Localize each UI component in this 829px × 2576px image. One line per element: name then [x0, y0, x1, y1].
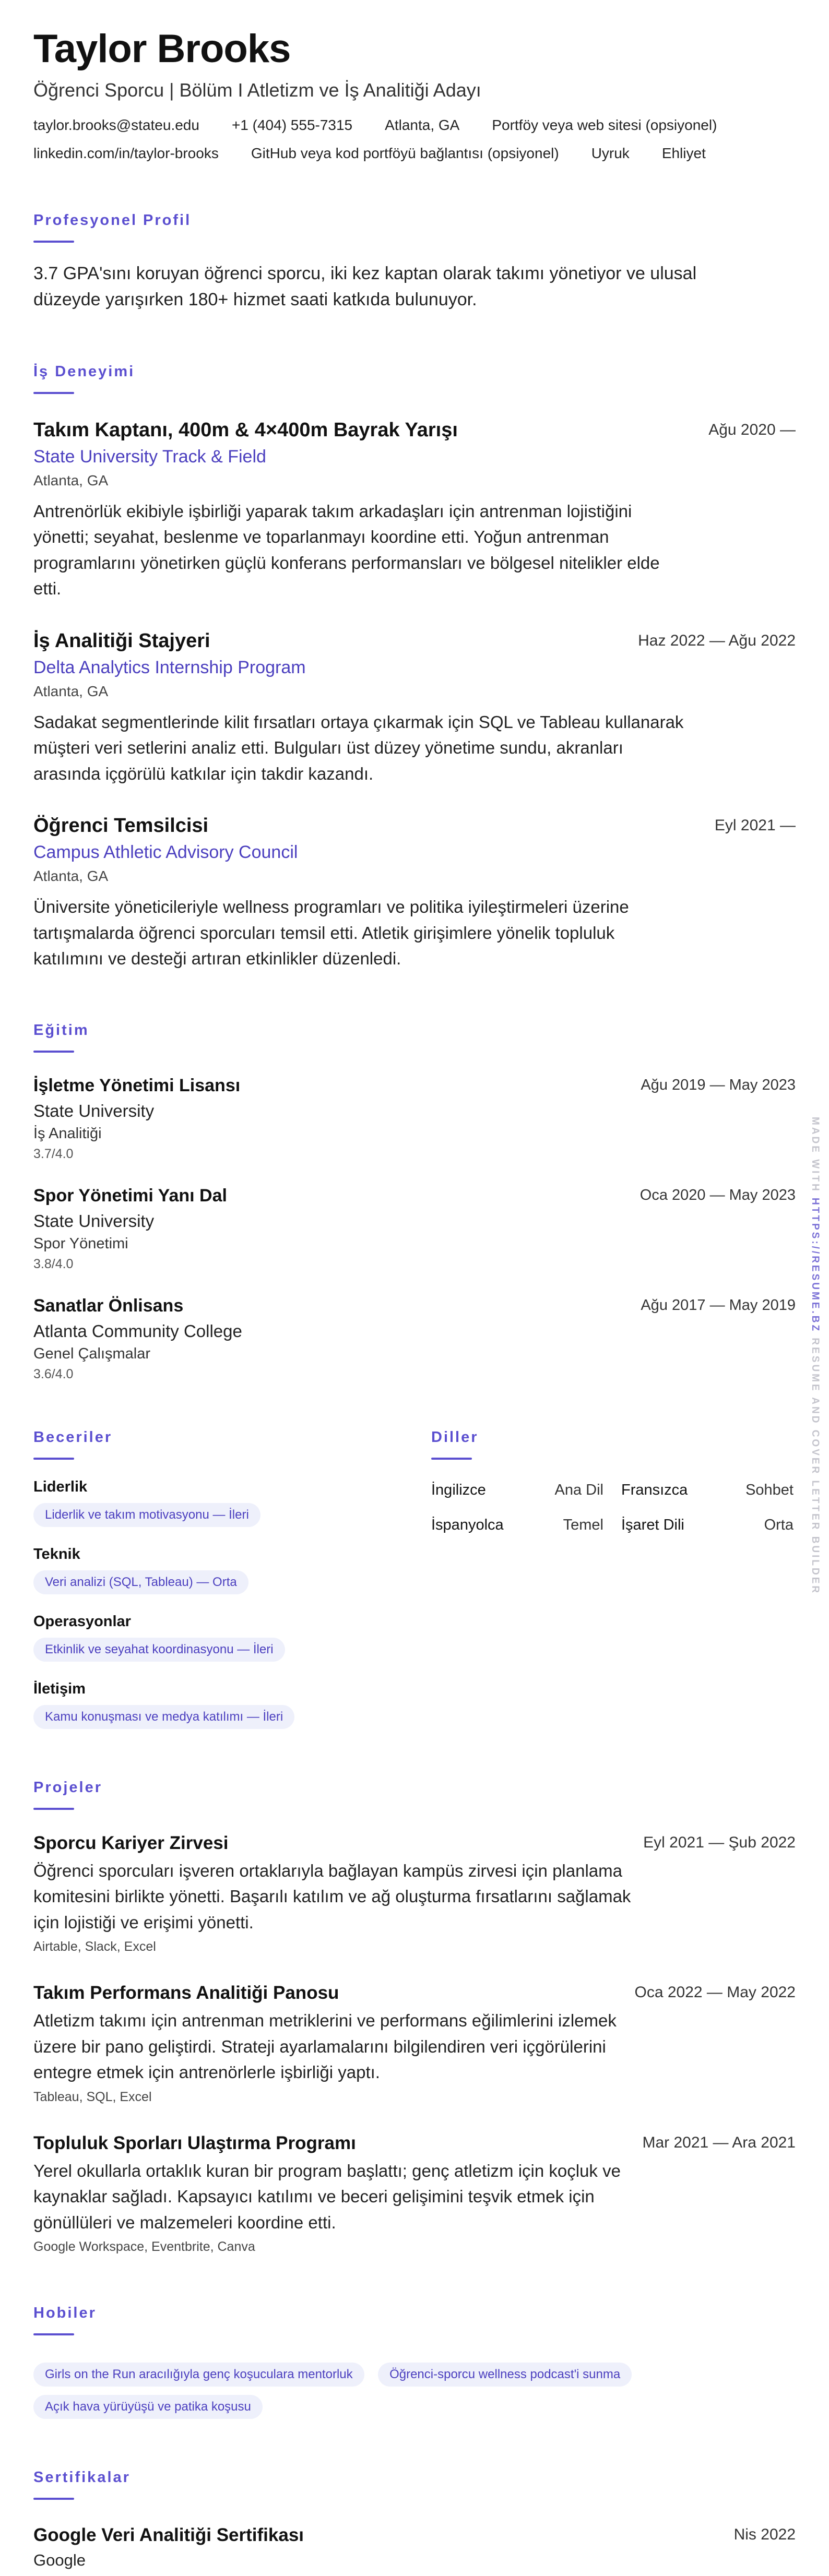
section-divider	[431, 1458, 472, 1460]
skill-category-name: İletişim	[33, 1680, 86, 1697]
job-organization: Campus Athletic Advisory Council	[33, 842, 298, 863]
education-section	[33, 1022, 796, 1382]
skills-languages-row	[33, 1429, 796, 1729]
section-title-skills: Beceriler	[33, 1428, 113, 1446]
language-list	[431, 1482, 796, 1534]
education-gpa: 3.6/4.0	[33, 1366, 74, 1381]
project-tools: Google Workspace, Eventbrite, Canva	[33, 2239, 255, 2255]
job-dates: Ağu 2020 —	[708, 421, 796, 438]
section-title-certifications: Sertifikalar	[33, 2469, 131, 2486]
education-entry	[33, 1186, 796, 1272]
language-name: Fransızca	[621, 1481, 688, 1498]
hobby-chip: Girls on the Run aracılığıyla genç koşuculara mentorluk	[33, 2363, 364, 2387]
skill-category	[33, 1613, 431, 1662]
certification-entry	[33, 2525, 796, 2570]
education-field: İş Analitiği	[33, 1125, 102, 1142]
section-title-experience: İş Deneyimi	[33, 363, 135, 380]
project-dates: Oca 2022 — May 2022	[634, 1984, 796, 2001]
certifications-section	[33, 2469, 796, 2570]
contact-github[interactable]: GitHub veya kod portföyü bağlantısı (opsiyonel)	[251, 145, 559, 161]
job-description: Üniversite yöneticileriyle wellness programları ve politika iyileştirmeleri üzerine tartışmalarda öğrenci sporcuları temsil etti. Atletik girişimlere yönelik topluluk katılımını ve desteği artıran etkinlikler düzenledi.	[33, 897, 629, 969]
project-tools: Tableau, SQL, Excel	[33, 2089, 152, 2104]
builder-watermark	[809, 1117, 821, 1595]
contact-row-secondary	[33, 145, 796, 162]
hobby-chip: Açık hava yürüyüşü ve patika koşusu	[33, 2395, 263, 2419]
section-divider	[33, 241, 74, 243]
contact-phone[interactable]: +1 (404) 555-7315	[231, 117, 353, 133]
experience-entry	[33, 419, 796, 602]
education-field: Spor Yönetimi	[33, 1235, 128, 1252]
language-item	[621, 1517, 794, 1534]
skill-category-name: Operasyonlar	[33, 1613, 131, 1630]
education-degree: Spor Yönetimi Yanı Dal	[33, 1185, 227, 1206]
experience-list	[33, 419, 796, 972]
education-list	[33, 1076, 796, 1382]
project-dates: Mar 2021 — Ara 2021	[642, 2133, 796, 2151]
contact-linkedin[interactable]: linkedin.com/in/taylor-brooks	[33, 145, 219, 161]
project-list	[33, 1833, 796, 2255]
job-title: Öğrenci Temsilcisi	[33, 815, 209, 837]
language-name: İngilizce	[431, 1481, 486, 1498]
education-gpa: 3.8/4.0	[33, 1256, 74, 1271]
project-entry	[33, 2133, 796, 2255]
experience-entry	[33, 815, 796, 972]
section-title-education: Eğitim	[33, 1021, 89, 1039]
skill-category	[33, 1546, 431, 1594]
education-dates: Ağu 2019 — May 2023	[641, 1076, 796, 1093]
contact-email[interactable]: taylor.brooks@stateu.edu	[33, 117, 199, 133]
project-description: Öğrenci sporcuları işveren ortaklarıyla bağlayan kampüs zirvesi için planlama komitesini birlikte yönetti. Başarılı katılım ve ağ oluşturma fırsatlarını sağlamak için lojistiği ve erişimi yönetti.	[33, 1861, 631, 1932]
languages-section	[431, 1429, 796, 1729]
section-title-projects: Projeler	[33, 1779, 102, 1796]
section-divider	[33, 1458, 74, 1460]
watermark-suffix: RESUME AND COVER LETTER BUILDER	[810, 1338, 821, 1595]
section-divider	[33, 1808, 74, 1810]
job-location: Atlanta, GA	[33, 683, 109, 699]
skill-chip: Liderlik ve takım motivasyonu — İleri	[33, 1503, 260, 1527]
section-divider	[33, 2498, 74, 2500]
project-title: Sporcu Kariyer Zirvesi	[33, 1832, 229, 1853]
profile-section	[33, 212, 796, 313]
job-description: Antrenörlük ekibiyle işbirliği yaparak takım arkadaşları için antrenman lojistiğini yönetti; seyahat, beslenme ve toparlanmayı koordine etti. Yoğun antrenman programlarını yönetirken güçlü konferans performansları ve bölgesel nitelikler elde etti.	[33, 501, 660, 599]
language-item	[621, 1482, 794, 1499]
contact-portfolio[interactable]: Portföy veya web sitesi (opsiyonel)	[492, 117, 717, 133]
skills-section	[33, 1429, 431, 1729]
skill-category-name: Liderlik	[33, 1478, 88, 1495]
hobby-chip: Öğrenci-sporcu wellness podcast'i sunma	[378, 2363, 632, 2387]
language-level: Temel	[563, 1516, 603, 1533]
language-level: Orta	[764, 1516, 794, 1533]
watermark-link[interactable]: HTTPS://RESUME.BZ	[810, 1198, 821, 1333]
education-dates: Oca 2020 — May 2023	[639, 1186, 796, 1203]
job-dates: Eyl 2021 —	[714, 817, 796, 834]
job-description: Sadakat segmentlerinde kilit fırsatları ortaya çıkarmak için SQL ve Tableau kullanarak müşteri veri setlerini analiz etti. Bulguları üst düzey yönetime sundu, akranları arasında içgörülü katkılar için takdir kazandı.	[33, 712, 684, 783]
section-title-hobbies: Hobiler	[33, 2305, 97, 2322]
skill-chip: Etkinlik ve seyahat koordinasyonu — İleri	[33, 1638, 285, 1662]
job-title: Takım Kaptanı, 400m & 4×400m Bayrak Yarışı	[33, 419, 458, 441]
education-school: State University	[33, 1211, 155, 1231]
section-title-languages: Diller	[431, 1428, 479, 1446]
project-entry	[33, 1833, 796, 1955]
project-title: Takım Performans Analitiği Panosu	[33, 1983, 339, 2003]
section-divider	[33, 2333, 74, 2335]
experience-entry	[33, 630, 796, 787]
job-location: Atlanta, GA	[33, 472, 109, 488]
certification-date: Nis 2022	[733, 2526, 796, 2544]
job-title: İş Analitiği Stajyeri	[33, 629, 210, 652]
project-description: Yerel okullarla ortaklık kuran bir program başlattı; genç atletizm için koçluk ve kaynaklar sağladı. Kapsayıcı katılımı ve beceri gelişimini teşvik etmek için gönüllüleri ve malzemeleri koordine etti.	[33, 2161, 621, 2232]
certification-issuer: Google	[33, 2551, 86, 2570]
section-divider	[33, 392, 74, 394]
skill-chip: Kamu konuşması ve medya katılımı — İleri	[33, 1705, 294, 1729]
language-level: Sohbet	[745, 1481, 794, 1498]
education-entry	[33, 1076, 796, 1162]
job-location: Atlanta, GA	[33, 868, 109, 885]
candidate-name: Taylor Brooks	[33, 27, 291, 71]
project-title: Topluluk Sporları Ulaştırma Programı	[33, 2132, 356, 2153]
hobby-list	[33, 2354, 712, 2419]
watermark-prefix: MADE WITH	[810, 1117, 821, 1193]
job-organization: Delta Analytics Internship Program	[33, 657, 306, 677]
education-entry	[33, 1296, 796, 1382]
section-title-profile: Profesyonel Profil	[33, 212, 192, 229]
skill-chip: Veri analizi (SQL, Tableau) — Orta	[33, 1570, 248, 1594]
education-school: State University	[33, 1101, 155, 1120]
experience-section	[33, 363, 796, 972]
language-item	[431, 1517, 603, 1534]
education-degree: Sanatlar Önlisans	[33, 1295, 184, 1316]
skill-category	[33, 1680, 431, 1729]
project-tools: Airtable, Slack, Excel	[33, 1939, 156, 1954]
education-school: Atlanta Community College	[33, 1321, 242, 1341]
project-dates: Eyl 2021 — Şub 2022	[643, 1833, 796, 1851]
education-dates: Ağu 2017 — May 2019	[641, 1296, 796, 1314]
section-divider	[33, 1051, 74, 1053]
education-gpa: 3.7/4.0	[33, 1146, 74, 1161]
language-name: İşaret Dili	[621, 1516, 684, 1533]
project-description: Atletizm takımı için antrenman metriklerini ve performans eğilimlerini izlemek üzere bir pano geliştirdi. Strateji ayarlamalarını bilgilendiren veri içgörülerini entegre etmek için antrenörlerle işbirliği yaptı.	[33, 2011, 617, 2082]
language-name: İspanyolca	[431, 1516, 504, 1533]
contact-row-primary	[33, 117, 796, 134]
project-entry	[33, 1983, 796, 2105]
language-level: Ana Dil	[554, 1481, 603, 1498]
language-item	[431, 1482, 603, 1499]
resume-page	[33, 29, 796, 2570]
candidate-headline: Öğrenci Sporcu | Bölüm I Atletizm ve İş Analitiği Adayı	[33, 79, 481, 101]
profile-summary: 3.7 GPA'sını koruyan öğrenci sporcu, iki kez kaptan olarak takımı yönetiyor ve ulusal düzeyde yarışırken 180+ hizmet saati katkıda bulunuyor.	[33, 264, 697, 310]
job-organization: State University Track & Field	[33, 446, 266, 467]
job-dates: Haz 2022 — Ağu 2022	[638, 631, 796, 649]
hobbies-section	[33, 2305, 796, 2419]
contact-nationality: Uyruk	[591, 145, 630, 161]
education-field: Genel Çalışmalar	[33, 1345, 151, 1362]
contact-location: Atlanta, GA	[385, 117, 460, 133]
education-degree: İşletme Yönetimi Lisansı	[33, 1075, 241, 1095]
contact-license: Ehliyet	[661, 145, 706, 161]
skill-category-name: Teknik	[33, 1545, 80, 1563]
projects-section	[33, 1779, 796, 2255]
certification-title: Google Veri Analitiği Sertifikası	[33, 2525, 304, 2546]
skill-category	[33, 1478, 431, 1527]
